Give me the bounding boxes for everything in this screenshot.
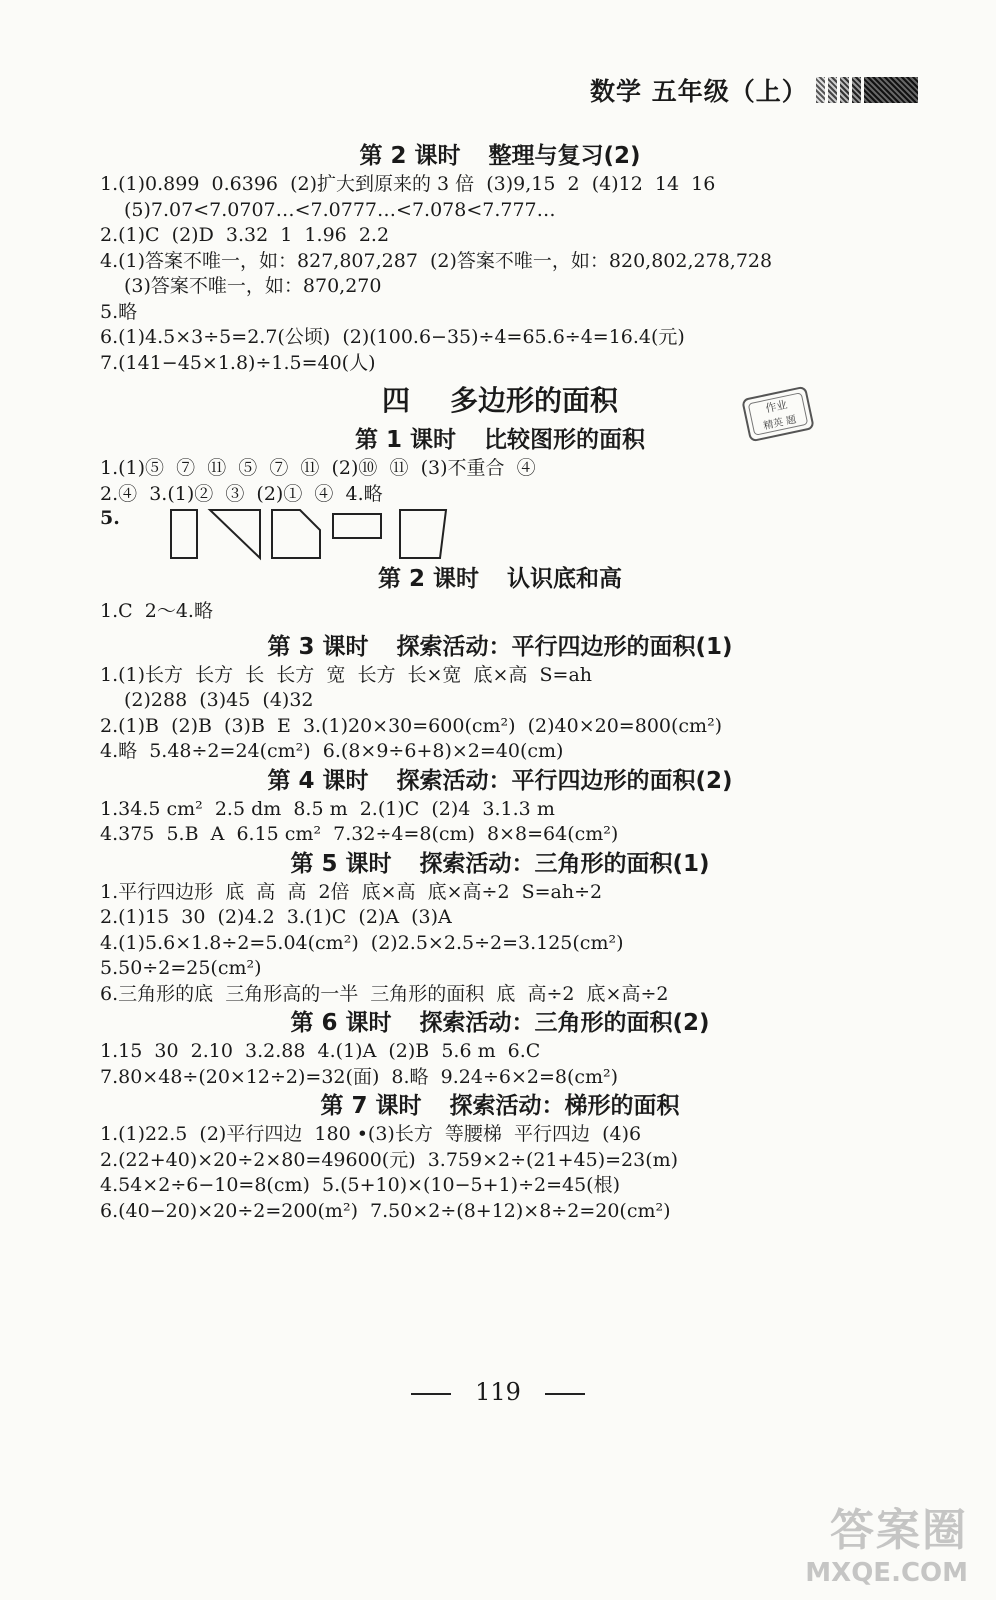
answer-line: 2.(1)15 30 (2)4.2 3.(1)C (2)A (3)A bbox=[100, 906, 452, 928]
section-heading-lesson-7: 第 7 课时 探索活动：梯形的面积 bbox=[320, 1093, 680, 1119]
answer-line: 1.(1)长方 长方 长 长方 宽 长方 长×宽 底×高 S=ah bbox=[100, 663, 593, 686]
page-number: 119 bbox=[0, 1378, 996, 1406]
answer-line: (5)7.07<7.0707…<7.0777…<7.078<7.777… bbox=[124, 198, 556, 221]
answer-line: 5.略 bbox=[100, 300, 138, 323]
answer-line: 4.(1)5.6×1.8÷2=5.04(cm²) (2)2.5×2.5÷2=3.125(cm²) bbox=[100, 931, 624, 954]
watermark-url: MXQE.COM bbox=[805, 1558, 968, 1588]
shapes-figure bbox=[100, 507, 900, 563]
answer-line: 1.平行四边形 底 高 高 2倍 底×高 底×高÷2 S=ah÷2 bbox=[100, 880, 603, 903]
answer-line: 6.三角形的底 三角形高的一半 三角形的面积 底 高÷2 底×高÷2 bbox=[100, 982, 669, 1005]
shapes-drawing bbox=[170, 507, 460, 561]
answer-line: 7.(141−45×1.8)÷1.5=40(人) bbox=[100, 351, 376, 374]
answer-line: 6.(40−20)×20÷2=200(m²) 7.50×2÷(8+12)×8÷2=20(cm²) bbox=[100, 1199, 671, 1222]
answer-line: 1.(1)⑤ ⑦ ⑪ ⑤ ⑦ ⑪ (2)⑩ ⑪ (3)不重合 ④ bbox=[100, 457, 536, 479]
watermark-brand: 答案圈 bbox=[830, 1505, 968, 1556]
section-heading-lesson-4: 第 4 课时 探索活动：平行四边形的面积(2) bbox=[267, 767, 733, 794]
answer-line: 1.(1)22.5 (2)平行四边 180 •(3)长方 等腰梯 平行四边 (4)6 bbox=[100, 1123, 642, 1145]
answer-line: 2.(22+40)×20÷2×80=49600(元) 3.759×2÷(21+45)=23(m) bbox=[100, 1148, 679, 1171]
svg-text:作业: 作业 bbox=[764, 398, 789, 416]
answer-line: 1.C 2～4.略 bbox=[100, 600, 213, 622]
answer-line: 7.80×48÷(20×12÷2)=32(面) 8.略 9.24÷6×2=8(cm²) bbox=[100, 1065, 619, 1088]
section-heading-review: 第 2 课时 整理与复习(2) bbox=[359, 143, 641, 169]
answer-line: 1.34.5 cm² 2.5 dm 8.5 m 2.(1)C (2)4 3.1.3 m bbox=[100, 797, 555, 820]
answer-line: (2)288 (3)45 (4)32 bbox=[124, 689, 314, 711]
answer-content bbox=[100, 140, 900, 1224]
answer-line: 4.(1)答案不唯一，如：827,807,287 (2)答案不唯一，如：820,802,278,728 bbox=[100, 249, 773, 272]
section-heading-lesson-3: 第 3 课时 探索活动：平行四边形的面积(1) bbox=[267, 633, 733, 660]
answer-line: 4.54×2÷6−10=8(cm) 5.(5+10)×(10−5+1)÷2=45(根) bbox=[100, 1174, 620, 1196]
answer-line: 2.④ 3.(1)② ③ (2)① ④ 4.略 bbox=[100, 482, 383, 505]
answer-line: 1.15 30 2.10 3.2.88 4.(1)A (2)B 5.6 m 6.C bbox=[100, 1040, 541, 1062]
section-heading-lesson-2: 第 2 课时 认识底和高 bbox=[377, 566, 623, 592]
answer-line: (3)答案不唯一，如：870,270 bbox=[124, 275, 382, 297]
section-heading-lesson-5: 第 5 课时 探索活动：三角形的面积(1) bbox=[290, 850, 710, 877]
answer-line: 5.50÷2=25(cm²) bbox=[100, 957, 262, 979]
question-number: 5. bbox=[100, 507, 120, 529]
answer-line: 4.略 5.48÷2=24(cm²) 6.(8×9÷6+8)×2=40(cm) bbox=[100, 740, 564, 762]
answer-line: 2.(1)C (2)D 3.32 1 1.96 2.2 bbox=[100, 224, 390, 246]
svg-text:精英 题: 精英 题 bbox=[762, 414, 798, 433]
watermark-logo bbox=[805, 1494, 968, 1588]
answer-line: 2.(1)B (2)B (3)B E 3.(1)20×30=600(cm²) (2)40×20=800(cm²) bbox=[100, 714, 723, 737]
answer-line: 1.(1)0.899 0.6396 (2)扩大到原来的 3 倍 (3)9,15 2 (4)12 14 16 bbox=[100, 173, 716, 195]
header-title: 数学 五年级（上） bbox=[590, 77, 808, 106]
section-heading-lesson-6: 第 6 课时 探索活动：三角形的面积(2) bbox=[290, 1010, 710, 1036]
chapter-heading: 四 多边形的面积 bbox=[381, 384, 619, 417]
page-header bbox=[590, 72, 921, 108]
answer-line: 4.375 5.B A 6.15 cm² 7.32÷4=8(cm) 8×8=64(cm²) bbox=[100, 823, 619, 845]
section-heading-lesson-1: 第 1 课时 比较图形的面积 bbox=[354, 427, 646, 453]
answer-line: 6.(1)4.5×3÷5=2.7(公顷) (2)(100.6−35)÷4=65.6÷4=16.4(元) bbox=[100, 326, 685, 348]
header-decoration bbox=[816, 77, 921, 103]
